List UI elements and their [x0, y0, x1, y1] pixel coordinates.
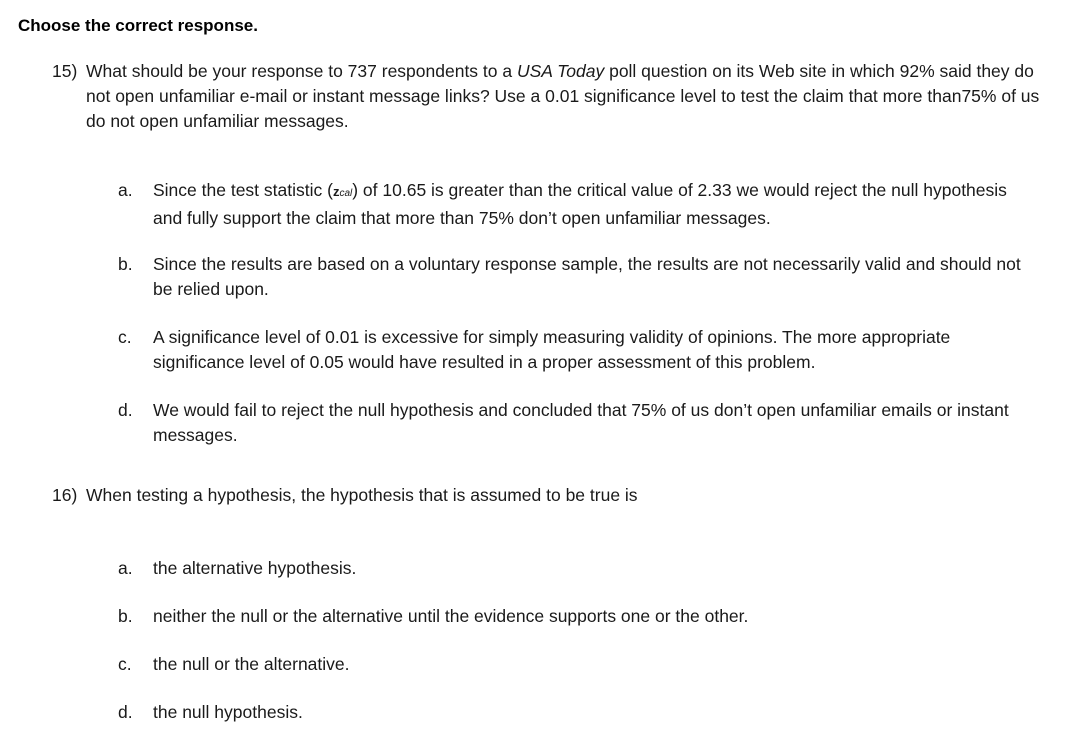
q16-option-d[interactable] [118, 700, 1033, 725]
question-15 [52, 59, 1042, 134]
option-letter: a. [118, 558, 133, 578]
question-number: 15) [52, 61, 78, 81]
option-letter: d. [118, 702, 133, 722]
q16-option-b[interactable] [118, 604, 1033, 629]
question-number: 16) [52, 485, 78, 505]
question-16 [52, 483, 1042, 508]
option-letter: a. [118, 180, 133, 200]
option-letter: c. [118, 327, 132, 347]
option-text: the null hypothesis. [153, 702, 303, 722]
option-text: neither the null or the alternative until the evidence supports one or the other. [153, 606, 749, 626]
q16-option-c[interactable] [118, 652, 1033, 677]
option-text: the null or the alternative. [153, 654, 350, 674]
option-letter: b. [118, 606, 133, 626]
instructions-heading: Choose the correct response. [18, 16, 258, 35]
q15-option-d[interactable] [118, 398, 1033, 448]
option-letter: b. [118, 254, 133, 274]
option-text: Since the results are based on a voluntary response sample, the results are not necessarily valid and should not be relied upon. [153, 254, 1021, 299]
q16-option-a[interactable] [118, 556, 1033, 581]
option-text: the alternative hypothesis. [153, 558, 357, 578]
test-statistic-symbol: zcal [332, 184, 353, 199]
q15-option-c[interactable] [118, 325, 1033, 375]
question-text: When testing a hypothesis, the hypothesis that is assumed to be true is [86, 485, 638, 505]
q15-option-b[interactable] [118, 252, 1033, 302]
option-text: Since the test statistic (zcal) of 10.65 is greater than the critical value of 2.33 we would reject the null hypothesis and fully support the claim that more than 75% don’t open unfamiliar messages. [153, 180, 1007, 228]
option-letter: c. [118, 654, 132, 674]
question-text: What should be your response to 737 respondents to a USA Today poll question on its Web site in which 92% said they do not open unfamiliar e-mail or instant message links? Use a 0.01 significance level to test the claim that more than75% of us do not open unfamiliar messages. [86, 61, 1040, 131]
option-text: A significance level of 0.01 is excessive for simply measuring validity of opinions. The more appropriate significance level of 0.05 would have resulted in a proper assessment of this problem. [153, 327, 951, 372]
q15-option-a[interactable] [118, 178, 1033, 231]
publication-name: USA Today [516, 61, 605, 81]
option-letter: d. [118, 400, 133, 420]
option-text: We would fail to reject the null hypothesis and concluded that 75% of us don’t open unfamiliar emails or instant messages. [153, 400, 1009, 445]
